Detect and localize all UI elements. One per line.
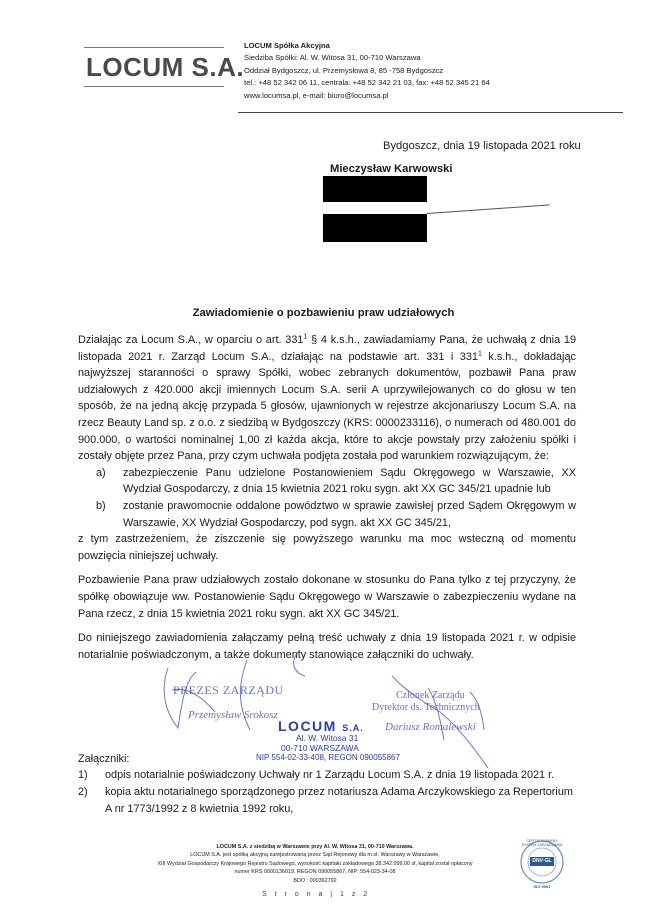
page-number: S t r o n a | 1 z 2 [262,891,371,898]
footer-line-3: XIII Wydział Gospodarczy Krajowego Rejestru Sądowego, wysokość kapitału zakładowego 38.342.099,00 zł, kapitał został opłacony [157,860,473,867]
letter-date: Bydgoszcz, dnia 19 listopada 2021 roku [383,140,581,152]
footer-line-5: BDO : 000362792 [293,877,337,884]
footer-line-2: LOCUM S.A. jest spółką akcyjną zarejestrowaną przez Sąd Rejonowy dla m.st. Warszawy w Warszawie, [190,852,440,859]
member-stamp-title: Członek Zarządu [396,690,465,701]
company-name: LOCUM Spółka Akcyjna [244,41,330,50]
attachment-text: kopia aktu notarialnego sporządzonego przez notariusza Adama Arczykowskiego za Repertorium A nr 1773/1992 z 8 kwietnia 1992 roku, [105,786,573,815]
attachment-text: odpis notarialnie poświadczony Uchwały nr 1 Zarządu Locum S.A. z dnia 19 listopada 2021 r. [105,769,555,781]
company-stamp-suffix: S.A. [342,723,364,733]
p1-text-c: k.s.h., dokładając najwyższej staranności o sprawy Spółki, wobec zebranych dokumentów, pozbawił Pana praw udziałowych z 420.000 akcji imiennych Locum S.A. serii A uprzywilejowanych co do głosu w ten sposób, że na jedną akcję przypada 5 głosów, ujawnionych w rejestrze akcjonariuszy Locum S.A. na rzecz Beauty Land sp. z o.o. z siedzibą w Bydgoszczy (KRS: 0000233116), o numerach od 480.001 do 900.000, o wartości nominalnej 1,00 zł każda akcja, które to akcje powstały przy założeniu spółki i zostały objęte przez Pana, przy czym uchwała podjęta została pod warunkiem rozwiązującym, że: [78,350,576,463]
p1-text-b: § 4 k.s.h., zawiadamiamy Pana, że uchwałą z dnia 19 listopada 2021 r. Zarząd Locum S.A., działając na podstawie art. 331 i 331 [78,334,577,363]
letter-title: Zawiadomienie o pozbawieniu praw udziałowych [192,307,455,319]
condition-a: zabezpieczenie Panu udzielone Postanowieniem Sądu Okręgowego w Warszawie, XX Wydział Gospodarczy, z dnia 15 kwietnia 2021 roku sygn. akt XX GC 345/21 upadnie lub [123,466,576,496]
paragraph-1-end: z tym zastrzeżeniem, że ziszczenie się powyższego warunku ma moc wsteczną od momentu powzięcia niniejszej uchwały. [78,533,576,562]
list-marker: b) [96,499,106,512]
company-logo: LOCUM S.A. [86,52,245,82]
company-stamp-city: 00-710 WARSZAWA [281,743,359,753]
cert-top-text: CERTYFIKOWANY SYSTEM ZARZĄDZANIA [521,839,563,847]
dnv-logo-text: DNV·GL [532,858,552,864]
president-stamp-title: PREZES ZARZĄDU [173,683,284,697]
company-branch: Oddział Bydgoszcz, ul. Przemysłowa 8, 85 -758 Bydgoszcz [244,65,444,75]
footer-info [150,843,480,885]
footer-line-4: numer KRS 0000136019, REGON 090055867, NIP: 554-023-34-08 [234,869,396,876]
member-stamp-role: Dyrektor ds. Technicznych [372,702,480,713]
president-stamp-name: Przemysław Srokosz [188,709,278,721]
condition-b: zostanie prawomocnie oddalone powództwo w sprawie zawisłej przed Sądem Okręgowym w Warszawie, XX Wydział Gospodarczy, pod sygn. akt XX GC 345/21, [123,499,576,529]
superscript: 1 [303,333,308,341]
list-marker: a) [96,466,106,479]
company-stamp-street: Al. W. Witosa 31 [296,733,359,743]
paragraph-2: Pozbawienie Pana praw udziałowych zostało dokonane w stosunku do Pana tylko z tej przyczyny, że spółkę obowiązuje ww. Postanowienie Sądu Okręgowego w Warszawie o zabezpieczeniu wydane na Pana rzecz, z dnia 15 kwietnia 2021 roku sygn. akt XX GC 345/21. [78,574,576,620]
company-phones: tel.: +48 52 342 06 11, centrala: +48 52 342 21 03, fax: +48 52 345 21 64 [244,78,490,88]
iso-standard: ISO 9001 [533,884,551,889]
attachments-label: Załączniki: [78,753,130,765]
company-seat: Siedziba Spółki: Al. W. Witosa 31, 00-710 Warszawa [244,53,421,63]
certification-badge [519,836,565,896]
list-marker: 1) [78,769,88,781]
addressee-name: Mieczysław Karwowski [330,163,453,175]
company-stamp-ids: NIP 554-02-33-408, REGON 090055867 [256,753,400,762]
superscript: 1 [477,349,482,357]
p1-text-a: Działając za Locum S.A., w oparciu o art. 331 [78,334,304,346]
paragraph-3: Do niniejszego zawiadomienia załączamy pełną treść uchwały z dnia 19 listopada 2021 r. w odpisie notarialnie poświadczonym, a także dokumenty stanowiące załączniki do uchwały. [78,632,576,661]
company-stamp-name: LOCUM [278,718,337,734]
footer-line-1: LOCUM S.A. z siedzibą w Warszawie przy Al. W. Witosa 31, 00-710 Warszawa. [216,844,414,850]
list-marker: 2) [78,786,88,798]
attachment-item [78,767,578,784]
attachment-item [78,784,578,817]
company-stamp [278,718,364,734]
company-web: www.locumsa.pl, e-mail: biuro@locumsa.pl [244,90,389,100]
member-stamp-name: Dariusz Romalewski [385,721,476,733]
